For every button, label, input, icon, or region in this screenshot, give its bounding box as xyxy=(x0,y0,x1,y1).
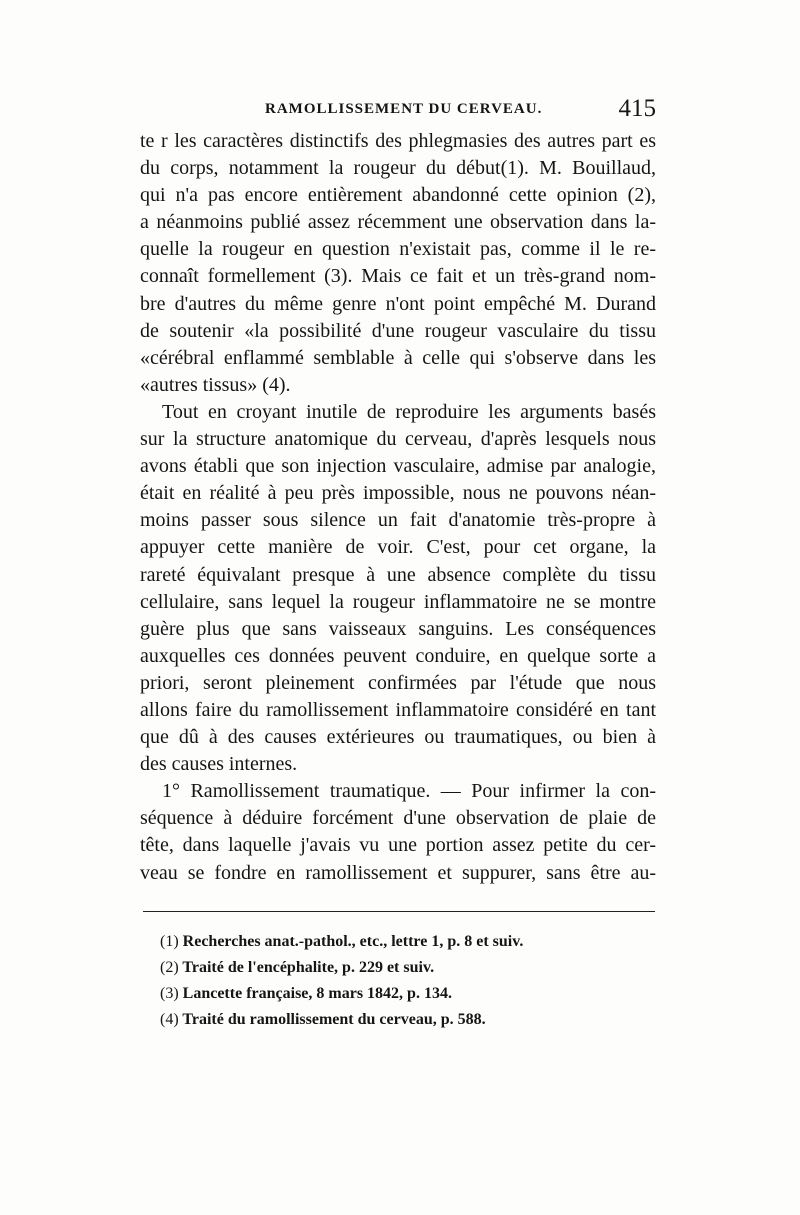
text-line: qui n'a pas encore entièrement abandonné cette opinion (2), xyxy=(140,184,656,207)
text-line: connaît formellement (3). Mais ce fait et un très-grand nom- xyxy=(140,265,656,288)
text-line: «autres tissus» (4). xyxy=(140,373,291,396)
body-text xyxy=(140,128,656,887)
text-line: que dû à des causes extérieures ou traumatiques, ou bien à xyxy=(140,726,656,749)
text-line: «cérébral enflammé semblable à celle qui s'observe dans les xyxy=(140,346,656,369)
text-line: guère plus que sans vaisseaux sanguins. Les conséquences xyxy=(140,617,656,640)
text-line: Tout en croyant inutile de reproduire les arguments basés xyxy=(162,400,656,423)
footnote-number: (2) xyxy=(160,959,179,976)
text-line: rareté équivalant presque à une absence complète du tissu xyxy=(140,563,656,586)
text-line: 1° Ramollissement traumatique. — Pour infirmer la con- xyxy=(162,780,656,803)
footnote-number: (4) xyxy=(160,1011,179,1028)
text-line: tête, dans laquelle j'avais vu une portion assez petite du cer- xyxy=(140,834,656,857)
footnote-divider xyxy=(143,911,655,912)
footnote xyxy=(160,981,660,1007)
text-line: de soutenir «la possibilité d'une rougeur vasculaire du tissu xyxy=(140,319,656,342)
footnote-text: Traité de l'encéphalite, p. 229 et suiv. xyxy=(182,959,435,976)
footnote xyxy=(160,929,660,955)
text-line: cellulaire, sans lequel la rougeur inflammatoire ne se montre xyxy=(140,590,656,613)
text-line: priori, seront pleinement confirmées par l'étude que nous xyxy=(140,671,656,694)
footnote-number: (1) xyxy=(160,933,179,950)
text-line: des causes internes. xyxy=(140,753,298,776)
text-line: bre d'autres du même genre n'ont point empêché M. Durand xyxy=(140,292,656,315)
text-line: séquence à déduire forcément d'une observation de plaie de xyxy=(140,807,656,830)
text-line: moins passer sous silence un fait d'anatomie très-propre à xyxy=(140,509,656,532)
footnote-number: (3) xyxy=(160,985,179,1002)
footnote xyxy=(160,1007,660,1033)
footnote-text: Lancette française, 8 mars 1842, p. 134. xyxy=(182,985,452,1002)
text-line: te r les caractères distinctifs des phlegmasies des autres part es xyxy=(140,130,656,152)
text-line: a néanmoins publié assez récemment une observation dans la- xyxy=(140,211,656,234)
text-line: du corps, notamment la rougeur du début(1). M. Bouillaud, xyxy=(140,157,656,180)
footnote-text: Recherches anat.-pathol., etc., lettre 1, p. 8 et suiv. xyxy=(182,933,524,950)
text-line: auxquelles ces données peuvent conduire, en quelque sorte a xyxy=(140,644,656,667)
text-line: appuyer cette manière de voir. C'est, pour cet organe, la xyxy=(140,536,656,559)
paragraph-3 xyxy=(140,778,656,886)
text-line: allons faire du ramollissement inflammatoire considéré en tant xyxy=(140,698,656,721)
text-line: était en réalité à peu près impossible, nous ne pouvons néan- xyxy=(140,482,656,505)
running-title: RAMOLLISSEMENT DU CERVEAU. xyxy=(265,101,543,117)
paragraph-2 xyxy=(140,399,656,778)
footnotes xyxy=(160,929,660,1033)
text-line: sur la structure anatomique du cerveau, d'après lesquels nous xyxy=(140,428,656,451)
text-line: veau se fondre en ramollissement et suppurer, sans être au- xyxy=(140,861,656,884)
text-line: quelle la rougeur en question n'existait pas, comme il le re- xyxy=(140,238,656,261)
paragraph-1 xyxy=(140,128,656,399)
page-number: 415 xyxy=(618,95,656,122)
page-header xyxy=(140,95,656,129)
text-line: avons établi que son injection vasculaire, admise par analogie, xyxy=(140,455,656,478)
footnote xyxy=(160,955,660,981)
footnote-text: Traité du ramollissement du cerveau, p. 588. xyxy=(182,1011,486,1028)
